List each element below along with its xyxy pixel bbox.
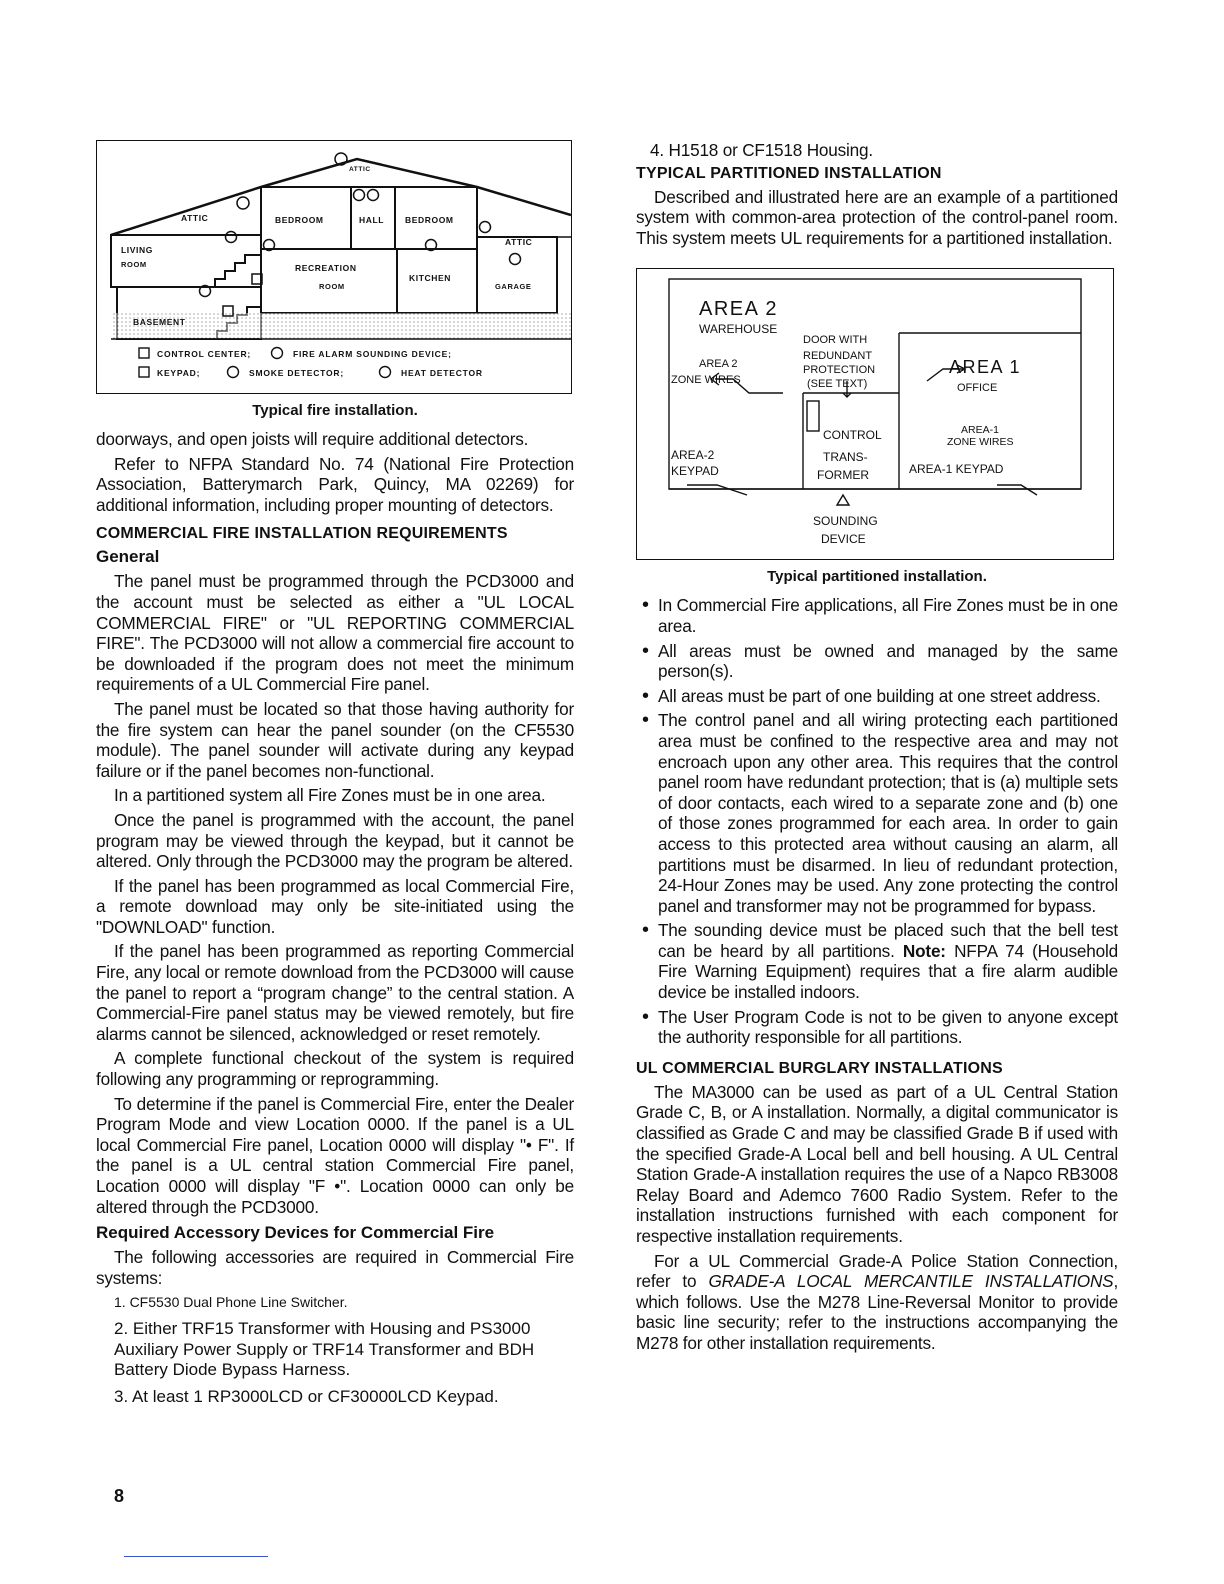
area2-subtitle: WAREHOUSE <box>699 322 778 337</box>
heading-general: General <box>96 547 160 567</box>
paragraph: In a partitioned system all Fire Zones must be in one area. <box>114 785 546 806</box>
note-label: Note: <box>902 940 946 961</box>
legend-fire-alarm: FIRE ALARM SOUNDING DEVICE; <box>293 349 452 359</box>
area2-title: AREA 2 <box>699 298 779 321</box>
fire-alarm-device-icon <box>272 348 283 359</box>
list-item: • In Commercial Fire applications, all Fire Zones must be in one area. <box>658 595 1118 636</box>
heat-detector-icon <box>354 190 365 201</box>
partitioned-installation-figure <box>636 268 1114 560</box>
paragraph: The following accessories are required in Commercial Fire systems: <box>96 1247 574 1288</box>
paragraph: doorways, and open joists will require additional detectors. <box>96 429 529 449</box>
heat-detector-icon <box>480 222 491 233</box>
house-diagram <box>97 141 571 393</box>
transformer-label-1: TRANS- <box>823 450 868 465</box>
door-line-3: PROTECTION <box>803 364 876 377</box>
heading-burglary: UL COMMERCIAL BURGLARY INSTALLATIONS <box>636 1059 1003 1077</box>
control-center-icon <box>139 348 149 358</box>
legend-keypad: KEYPAD; <box>157 368 201 378</box>
smoke-detector-icon <box>228 367 239 378</box>
text-run: For a UL Commercial Grade-A Police Station Connection, refer to <box>636 1250 1118 1292</box>
sounding-label-1: SOUNDING <box>813 514 878 529</box>
fire-figure-caption: Typical fire installation. <box>252 402 418 419</box>
heat-detector-icon <box>380 367 391 378</box>
recreation-label-1: RECREATION <box>295 263 357 273</box>
paragraph: The panel must be located so that those having authority for the fire system can hear the panel sounder (on the CF5530 module). The panel sounder will activate during any keypad failure or if the panel becomes non-functional. <box>96 698 574 781</box>
list-item: • All areas must be owned and managed by the same person(s). <box>658 641 1118 682</box>
area2-zone-2: ZONE WIRES <box>671 374 741 387</box>
list-item: 1. CF5530 Dual Phone Line Switcher. <box>114 1294 348 1311</box>
paragraph: If the panel has been programmed as reporting Commercial Fire, any local or remote download from the PCD3000 will cause the panel to report a “program change” to the central station. A Commercial-Fire panel status may be viewed remotely, but fire alarms cannot be silenced, acknowledged or reset remotely. <box>96 941 574 1044</box>
fire-installation-figure <box>96 140 572 394</box>
legend-heat: HEAT DETECTOR <box>401 368 483 378</box>
partition-diagram <box>637 269 1113 559</box>
living-label-2: ROOM <box>121 260 147 269</box>
page-number: 8 <box>114 1486 125 1506</box>
sounding-label-2: DEVICE <box>821 532 866 547</box>
legend-smoke: SMOKE DETECTOR; <box>249 368 344 378</box>
list-item <box>658 920 1118 1002</box>
smoke-detector-icon <box>368 190 379 201</box>
bedroom-right-label: BEDROOM <box>405 215 454 225</box>
paragraph: Once the panel is programmed with the account, the panel program may be viewed through the keypad, but it cannot be altered. Only through the PCD3000 may the program be altered. <box>96 809 574 872</box>
heading-commercial-fire: COMMERCIAL FIRE INSTALLATION REQUIREMENTS <box>96 525 508 543</box>
area1-subtitle: OFFICE <box>957 382 998 395</box>
right-column <box>636 140 1118 1354</box>
paragraph: Described and illustrated here are an example of a partitioned system with common-area protection of the control-panel room. This system meets UL requirements for a partitioned installation. <box>636 186 1118 248</box>
living-label-1: LIVING <box>121 245 153 255</box>
heat-detector-icon <box>237 197 249 209</box>
transformer-label-2: FORMER <box>817 468 869 483</box>
area1-title: AREA 1 <box>949 357 1022 378</box>
list-item: • The User Program Code is not to be given to anyone except the authority responsible for all partitions. <box>658 1007 1118 1048</box>
garage-label: GARAGE <box>495 282 532 291</box>
list-item-4: 4. H1518 or CF1518 Housing. <box>650 140 873 160</box>
paragraph: Refer to NFPA Standard No. 74 (National Fire Protection Association, Batterymarch Park, Quincy, MA 02269) for additional information, including proper mounting of detectors. <box>96 453 574 515</box>
heat-detector-icon <box>510 254 521 265</box>
accessory-list <box>96 1292 574 1407</box>
note-text: NFPA 74 (Household Fire Warning Equipment) requires that a fire alarm audible device be installed indoors. <box>658 940 1118 1003</box>
paragraph: A complete functional checkout of the system is required following any programming or reprogramming. <box>96 1048 574 1090</box>
footer-rule <box>124 1556 268 1557</box>
door-line-1: DOOR WITH <box>803 334 868 347</box>
door-line-4: (SEE TEXT) <box>807 378 868 391</box>
hall-label: HALL <box>359 215 385 225</box>
paragraph: The MA3000 can be used as part of a UL Central Station Grade C, B, or A installation. Normally, a digital communicator is classified as Grade C and may be classified Grade B if used with the specified Grade-A Local bell and bell housing. A UL Central Station Grade-A installation requires the use of a Napco RB3008 Relay Board and Ademco 7600 Radio System. Refer to the installation instructions furnished with each component for respective installation requirements. <box>636 1081 1118 1246</box>
italic-reference: GRADE-A LOCAL MERCANTILE INSTALLATIONS <box>708 1271 1114 1292</box>
list-item: 3. At least 1 RP3000LCD or CF30000LCD Keypad. <box>114 1386 499 1406</box>
basement-label: BASEMENT <box>133 317 186 327</box>
paragraph: If the panel has been programmed as local Commercial Fire, a remote download may only be site-initiated using the "DOWNLOAD" function. <box>96 875 574 937</box>
bedroom-left-label: BEDROOM <box>275 215 324 225</box>
attic-right-label: ATTIC <box>505 237 533 247</box>
bullet-text: The sounding device must be placed such that the bell test can be heard by all partitions. <box>658 920 1118 961</box>
list-item: 2. Either TRF15 Transformer with Housing and PS3000 Auxiliary Power Supply or TRF14 Transformer and BDH Battery Diode Bypass Harness. <box>114 1318 535 1380</box>
list-item: • The control panel and all wiring protecting each partitioned area must be confined to the respective area and may not encroach upon any other area. This requires that the control panel room have redundant protection; that is (a) multiple sets of door contacts, each wired to a separate zone and (b) one of those zones programmed for each area. In order to gain access to this protected area without causing an alarm, all partitions must be disarmed. In lieu of redundant protection, 24-Hour Zones may be used. Any zone protecting the control panel and transformer may not be programmed for bypass. <box>658 710 1118 916</box>
smoke-detector-icon <box>226 232 237 243</box>
area2-keypad-2: KEYPAD <box>671 464 719 479</box>
area1-zone-2: ZONE WIRES <box>947 436 1014 449</box>
area1-keypad: AREA-1 KEYPAD <box>909 462 1004 477</box>
partition-figure-caption: Typical partitioned installation. <box>767 568 987 586</box>
recreation-label-2: ROOM <box>319 282 345 291</box>
requirements-list <box>636 595 1118 1047</box>
kitchen-label: KITCHEN <box>409 273 451 283</box>
paragraph: The panel must be programmed through the PCD3000 and the account must be selected as either a "UL LOCAL COMMERCIAL FIRE" or "UL REPORTING COMMERCIAL FIRE". The PCD3000 will not allow a commercial fire account to be downloaded if the program does not meet the minimum requirements of a UL Commercial Fire panel. <box>96 571 574 695</box>
list-item: • All areas must be part of one building at one street address. <box>658 686 1118 707</box>
legend-control-center: CONTROL CENTER; <box>157 349 252 359</box>
attic-left-label: ATTIC <box>181 213 209 223</box>
paragraph: To determine if the panel is Commercial Fire, enter the Dealer Program Mode and view Location 0000. If the panel is a UL local Commercial Fire panel, Location 0000 will display "• F". If the panel is a UL central station Commercial Fire panel, Location 0000 will display "F •". Location 0000 can only be altered through the PCD3000. <box>96 1093 574 1217</box>
keypad-icon <box>139 367 149 377</box>
paragraph <box>636 1251 1118 1354</box>
area1-zone-1: AREA-1 <box>961 424 999 437</box>
area2-keypad-1: AREA-2 <box>671 448 715 463</box>
control-label: CONTROL <box>823 428 882 443</box>
text-run: , which follows. Use the M278 Line-Reversal Monitor to provide basic line security; refer to the instructions accompanying the M278 for other installation requirements. <box>636 1271 1119 1353</box>
left-column <box>96 140 574 1413</box>
attic-top-label: ATTIC <box>349 166 371 173</box>
heading-required-accessories: Required Accessory Devices for Commercial Fire <box>96 1223 495 1243</box>
heading-partitioned: TYPICAL PARTITIONED INSTALLATION <box>636 164 942 182</box>
area2-zone-1: AREA 2 <box>699 358 738 371</box>
door-line-2: REDUNDANT <box>803 350 873 363</box>
